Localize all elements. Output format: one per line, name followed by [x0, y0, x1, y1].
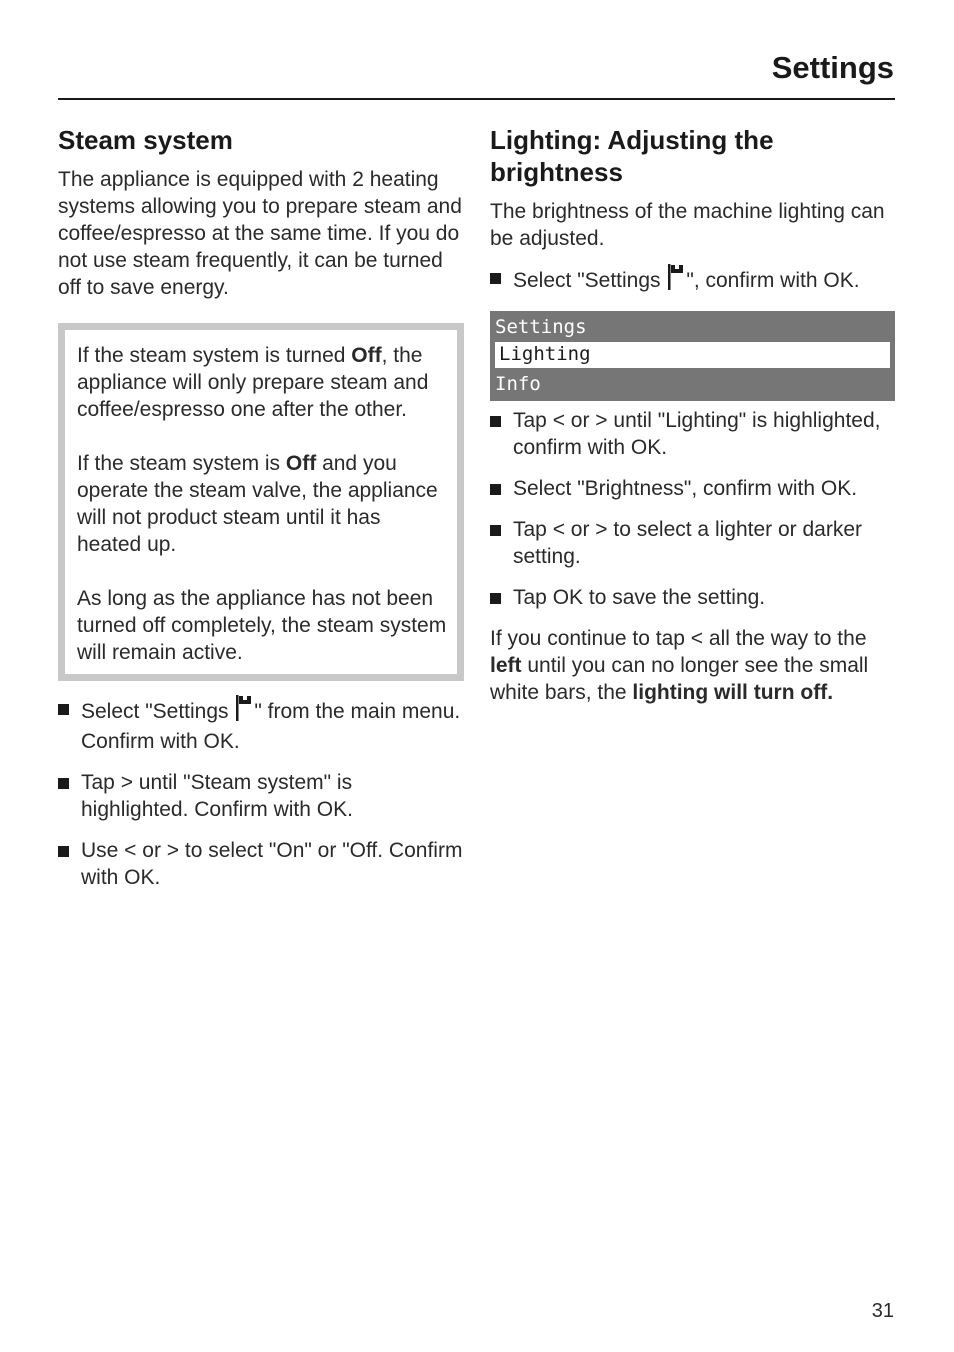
note-text: If the steam system is	[77, 452, 286, 475]
step-text: Tap > until "Steam system" is highlighted. Confirm with OK.	[81, 771, 353, 821]
list-item	[490, 516, 895, 570]
note-text: and you operate the steam valve, the appliance will not product steam until it has heated up.	[77, 452, 438, 556]
bullet-square-icon	[58, 778, 69, 789]
steam-system-section	[58, 124, 464, 905]
bullet-square-icon	[490, 525, 501, 536]
step-text: ", confirm with OK.	[686, 269, 860, 292]
step-text: Select "Settings	[513, 269, 667, 292]
outro-bold: lighting will turn off.	[632, 681, 834, 704]
lighting-outro	[490, 625, 895, 706]
list-item	[490, 264, 895, 297]
outro-text: until you can no longer see the small white bars, the	[490, 654, 869, 704]
settings-flag-icon	[667, 264, 685, 297]
step-text: Tap < or > until "Lighting" is highlighted, confirm with OK.	[513, 409, 881, 459]
bullet-square-icon	[490, 593, 501, 604]
lighting-heading: Lighting: Adjusting the brightness	[490, 125, 774, 187]
step-text: Select "Brightness", confirm with OK.	[513, 477, 858, 500]
note-paragraph-3: As long as the appliance has not been turned off completely, the steam system will remain active.	[77, 587, 447, 664]
steam-system-heading: Steam system	[58, 125, 233, 155]
note-bold: Off	[351, 344, 382, 367]
outro-bold: left	[490, 654, 522, 677]
note-text: If the steam system is turned	[77, 344, 352, 367]
note-paragraph-2	[77, 450, 447, 558]
bullet-square-icon	[58, 704, 69, 715]
note-paragraph-1	[77, 342, 447, 423]
lighting-section	[490, 124, 895, 706]
note-bold: Off	[285, 452, 317, 475]
list-item	[58, 695, 464, 755]
step-text: Select "Settings	[81, 700, 235, 723]
list-item	[58, 769, 464, 823]
display-menu-item: Info	[495, 373, 541, 395]
outro-text: If you continue to tap < all the way to the	[490, 627, 867, 650]
step-text: Tap OK to save the setting.	[513, 586, 766, 609]
machine-display	[490, 311, 895, 401]
list-item	[58, 837, 464, 891]
bullet-square-icon	[490, 416, 501, 427]
display-title: Settings	[495, 316, 587, 338]
page-title: Settings	[771, 50, 894, 85]
page-number: 31	[871, 1300, 894, 1322]
bullet-square-icon	[58, 846, 69, 857]
display-selected-item: Lighting	[495, 342, 890, 368]
step-text: " from the main menu. Confirm with OK.	[81, 700, 461, 753]
list-item	[490, 475, 895, 502]
steam-system-intro: The appliance is equipped with 2 heating systems allowing you to prepare steam and coffee/espresso at the same time. If you do not use steam frequently, it can be turned off to save energy.	[58, 168, 462, 299]
steam-note-box	[58, 323, 464, 681]
list-item	[490, 407, 895, 461]
step-text: Use < or > to select "On" or "Off. Confirm with OK.	[81, 839, 463, 889]
bullet-square-icon	[490, 273, 501, 284]
step-text: Tap < or > to select a lighter or darker setting.	[513, 518, 863, 568]
lighting-first-step	[490, 264, 895, 297]
lighting-intro: The brightness of the machine lighting can be adjusted.	[490, 200, 885, 250]
settings-flag-icon	[235, 695, 253, 728]
header-divider	[58, 98, 895, 100]
steam-steps-list	[58, 695, 464, 891]
note-text: , the appliance will only prepare steam and coffee/espresso one after the other.	[77, 344, 429, 421]
lighting-steps-list	[490, 407, 895, 611]
list-item	[490, 584, 895, 611]
bullet-square-icon	[490, 484, 501, 495]
